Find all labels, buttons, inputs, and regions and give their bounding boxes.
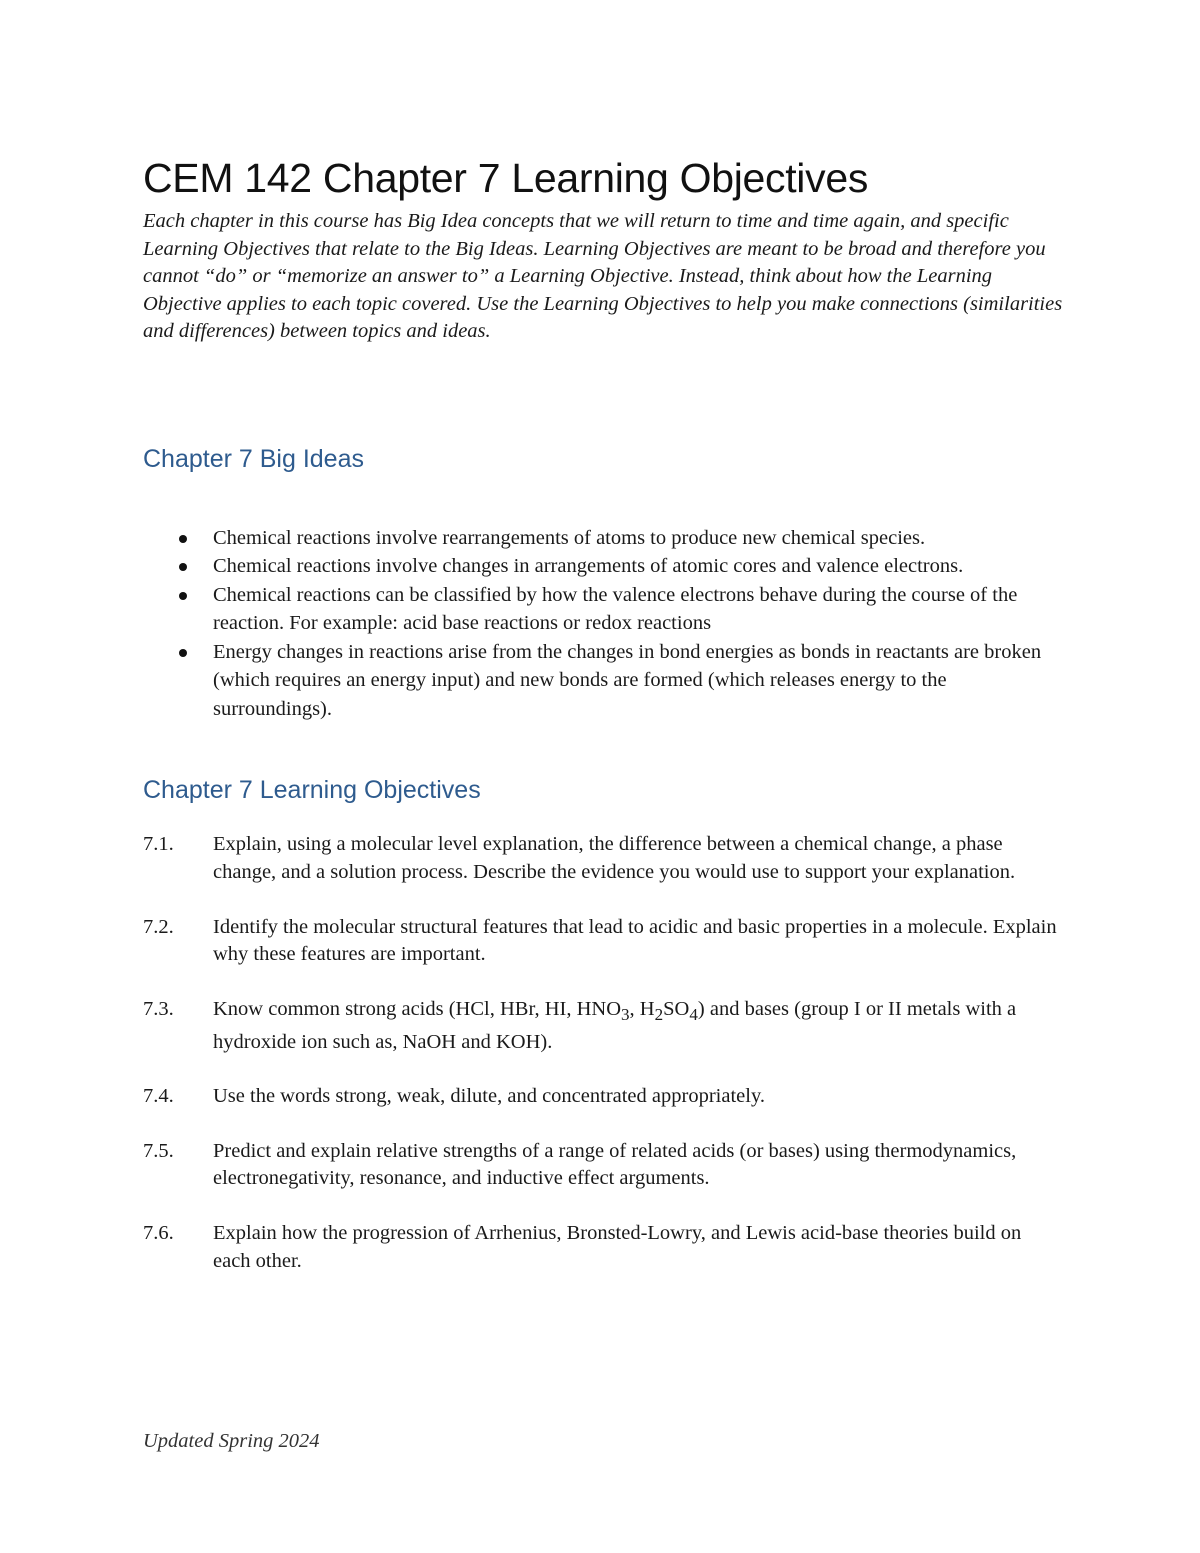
document-page (143, 148, 1063, 1302)
objective-text: Identify the molecular structural features that lead to acidic and basic properties in a molecule. Explain why these features are important. (213, 915, 1057, 966)
big-idea-item (143, 524, 1063, 553)
objective-text: Explain, using a molecular level explanation, the difference between a chemical change, a phase change, and a solution process. Describe the evidence you would use to support your explanation. (213, 833, 1016, 884)
big-idea-item (143, 581, 1063, 638)
intro-paragraph: Each chapter in this course has Big Idea concepts that we will return to time and time again, and specific Learning Objectives that relate to the Big Ideas. Learning Objectives are meant to be broad and therefore you cannot “do” or “memorize an answer to” a Learning Objective. Instead, think about how the Learning Objective applies to each topic covered. Use the Learning Objectives to help you make connections (similarities and differences) between topics and ideas. (143, 210, 1063, 343)
objective-item (143, 996, 1063, 1056)
big-idea-item (143, 638, 1063, 724)
learning-objectives-heading: Chapter 7 Learning Objectives (143, 776, 481, 805)
big-idea-item (143, 552, 1063, 581)
learning-objectives-list (143, 831, 1063, 1275)
objective-item (143, 1220, 1063, 1275)
objective-number: 7.2. (143, 915, 174, 938)
objective-item (143, 914, 1063, 969)
bullet-icon (179, 649, 187, 657)
big-idea-text: Chemical reactions involve rearrangements of atoms to produce new chemical species. (213, 526, 926, 549)
big-ideas-heading: Chapter 7 Big Ideas (143, 444, 364, 473)
document-title: CEM 142 Chapter 7 Learning Objectives (143, 155, 869, 201)
objective-number: 7.1. (143, 833, 174, 856)
big-idea-text: Chemical reactions involve changes in arrangements of atomic cores and valence electrons. (213, 555, 964, 578)
objective-item (143, 831, 1063, 886)
objective-number: 7.3. (143, 997, 174, 1020)
bullet-icon (179, 563, 187, 571)
objective-text: Know common strong acids (HCl, HBr, HI, $HNO_3$, $H_2SO_4$) and bases (group I or II metals with a hydroxide ion such as, NaOH and KOH). (213, 997, 1017, 1053)
objective-text: Predict and explain relative strengths of a range of related acids (or bases) using thermodynamics, electronegativity, resonance, and inductive effect arguments. (213, 1139, 1017, 1190)
objective-item (143, 1083, 1063, 1111)
objective-text: Explain how the progression of Arrhenius, Bronsted-Lowry, and Lewis acid-base theories build on each other. (213, 1221, 1022, 1272)
big-idea-text: Chemical reactions can be classified by how the valence electrons behave during the course of the reaction. For example: acid base reactions or redox reactions (213, 583, 1018, 635)
bullet-icon (179, 592, 187, 600)
objective-item (143, 1138, 1063, 1193)
page-footer: Updated Spring 2024 (143, 1430, 320, 1452)
bullet-icon (179, 535, 187, 543)
objective-number: 7.6. (143, 1221, 174, 1244)
big-idea-text: Energy changes in reactions arise from the changes in bond energies as bonds in reactants are broken (which requires an energy input) and new bonds are formed (which releases energy to the surroundings). (213, 640, 1042, 720)
objective-text: Use the words strong, weak, dilute, and concentrated appropriately. (213, 1085, 765, 1108)
objective-number: 7.5. (143, 1139, 174, 1162)
big-ideas-list (143, 524, 1063, 724)
objective-number: 7.4. (143, 1085, 174, 1108)
